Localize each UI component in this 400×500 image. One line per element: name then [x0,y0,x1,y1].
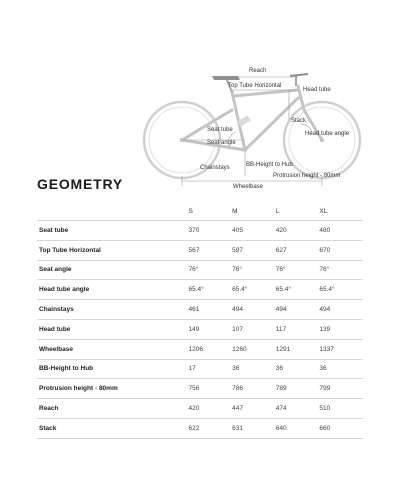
cell-value: 420 [188,399,232,419]
table-row [37,240,363,260]
table-header-row [37,203,363,221]
cell-value: 567 [188,240,232,260]
cell-value: 139 [319,319,363,339]
cell-value: 1337 [319,339,363,359]
row-label: Protrusion height - 80mm [37,379,188,399]
label-head-tube-angle: Head tube angle [305,131,350,137]
cell-value: 447 [232,399,276,419]
table-row [37,399,363,419]
row-label: Head tube angle [37,280,188,300]
cell-value: 1260 [232,339,276,359]
label-stack: Stack [291,118,307,124]
cell-value: 789 [276,379,320,399]
label-chainstays: Chainstays [200,165,230,171]
cell-value: 494 [319,300,363,320]
cell-value: 640 [276,418,320,438]
label-top-tube-horizontal: Top Tube Horizontal [228,83,282,89]
cell-value: 622 [188,418,232,438]
cell-value: 420 [276,221,320,241]
table-row [37,221,363,241]
cell-value: 660 [319,418,363,438]
cell-value: 480 [319,221,363,241]
cell-value: 756 [188,379,232,399]
cell-value: 1291 [276,339,320,359]
label-wheelbase: Wheelbase [233,184,264,190]
cell-value: 17 [188,359,232,379]
row-label: Head tube [37,319,188,339]
table-row [37,260,363,280]
cell-value: 117 [276,319,320,339]
table-row [37,359,363,379]
cell-value: 1206 [188,339,232,359]
cell-value: 76° [319,260,363,280]
row-label: Wheelbase [37,339,188,359]
cell-value: 494 [232,300,276,320]
cell-value: 76° [232,260,276,280]
label-bb-height: BB-Height to Hub [246,162,293,168]
cell-value: 65.4° [319,280,363,300]
cell-value: 494 [276,300,320,320]
table-row [37,319,363,339]
cell-value: 799 [319,379,363,399]
cell-value: 370 [188,221,232,241]
row-label: Chainstays [37,300,188,320]
row-label: Top Tube Horizontal [37,240,188,260]
row-label: BB-Height to Hub [37,359,188,379]
label-head-tube: Head tube [303,87,331,93]
cell-value: 631 [232,418,276,438]
cell-value: 149 [188,319,232,339]
cell-value: 670 [319,240,363,260]
table-row [37,300,363,320]
cell-value: 76° [188,260,232,280]
row-label: Seat angle [37,260,188,280]
cell-value: 76° [276,260,320,280]
cell-value: 474 [276,399,320,419]
cell-value: 405 [232,221,276,241]
cell-value: 36 [276,359,320,379]
cell-value: 786 [232,379,276,399]
table-row [37,339,363,359]
header-spacer [37,203,188,221]
cell-value: 627 [276,240,320,260]
geometry-diagram [0,0,400,200]
row-label: Reach [37,399,188,419]
table-row [37,280,363,300]
cell-value: 597 [232,240,276,260]
cell-value: 65.4° [188,280,232,300]
table-row [37,418,363,438]
column-header: XL [319,208,328,215]
column-header: S [188,208,193,215]
page-title: GEOMETRY [37,176,123,192]
table-body [37,221,363,439]
geometry-table [37,203,363,439]
row-label: Seat tube [37,221,188,241]
column-header: L [275,208,280,215]
cell-value: 107 [232,319,276,339]
cell-value: 461 [188,300,232,320]
cell-value: 65.4° [232,280,276,300]
label-reach: Reach [249,68,267,74]
label-seat-angle: Seat angle [207,140,236,146]
cell-value: 36 [232,359,276,379]
cell-value: 65.4° [276,280,320,300]
table-row [37,379,363,399]
row-label: Stack [37,418,188,438]
column-header: M [232,208,238,215]
cell-value: 36 [319,359,363,379]
label-protrusion: Protrusion height - 80mm [273,173,341,179]
cell-value: 510 [319,399,363,419]
label-seat-tube: Seat tube [207,127,233,133]
